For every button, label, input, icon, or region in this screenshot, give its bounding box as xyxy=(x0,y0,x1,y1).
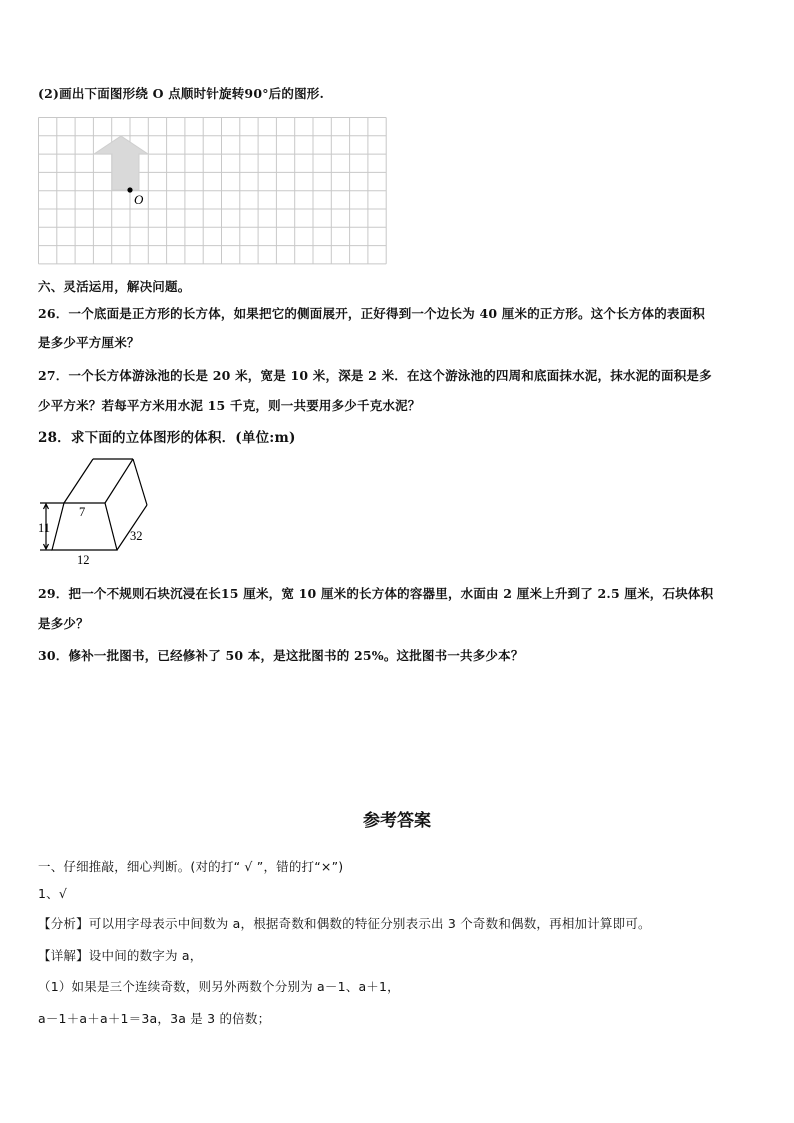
question-26-line2: 是多少平方厘米？ xyxy=(38,335,140,350)
prism-svg xyxy=(36,456,156,571)
question-27-line2: 少平方米？若每平方米用水泥 15 千克，则一共要用多少千克水泥？ xyxy=(38,398,421,413)
answer-analysis: 【分析】可以用字母表示中间数为 a，根据奇数和偶数的特征分别表示出 3 个奇数和偶数，再相加计算即可。 xyxy=(38,916,651,931)
answer-1: 1、√ xyxy=(38,886,68,901)
question-29-line2: 是多少？ xyxy=(38,616,89,631)
question-rotate: (2)画出下面图形绕 O 点顺时针旋转90°后的图形. xyxy=(38,86,325,101)
prism-figure xyxy=(36,456,156,575)
answer-case-1: （1）如果是三个连续奇数，则另外两数个分别为 a－1、a＋1， xyxy=(38,979,400,994)
answer-section-1: 一、仔细推敲，细心判断。(对的打“ √ ”，错的打“×”) xyxy=(38,859,344,874)
arrow-shape xyxy=(94,136,148,190)
prism-bottom-label: 12 xyxy=(77,553,90,567)
answers-title: 参考答案 xyxy=(363,811,431,831)
answer-detail: 【详解】设中间的数字为 a， xyxy=(38,948,203,963)
answer-calc: a－1＋a＋a＋1＝3a，3a 是 3 的倍数； xyxy=(38,1011,271,1026)
question-28: 28．求下面的立体图形的体积．(单位:m) xyxy=(38,430,296,446)
question-26-line1: 26．一个底面是正方形的长方体，如果把它的侧面展开，正好得到一个边长为 40 厘米的正方形。这个长方体的表面积 xyxy=(38,306,705,321)
prism-top-label: 7 xyxy=(79,505,86,519)
section-heading-6: 六、灵活运用，解决问题。 xyxy=(38,279,191,294)
point-o xyxy=(127,187,132,192)
point-o-label: O xyxy=(134,192,144,207)
question-29-line1: 29．把一个不规则石块沉浸在长15 厘米，宽 10 厘米的长方体的容器里，水面由 2 厘米上升到了 2.5 厘米，石块体积 xyxy=(38,586,714,601)
question-30: 30．修补一批图书，已经修补了 50 本，是这批图书的 25%。这批图书一共多少本？ xyxy=(38,648,524,663)
rotation-grid-figure xyxy=(38,117,388,269)
grid-svg xyxy=(38,117,388,265)
question-27-line1: 27．一个长方体游泳池的长是 20 米，宽是 10 米，深是 2 米．在这个游泳池的四周和底面抹水泥，抹水泥的面积是多 xyxy=(38,368,712,383)
prism-length-label: 32 xyxy=(130,529,143,543)
prism-height-label: 11 xyxy=(38,521,51,535)
